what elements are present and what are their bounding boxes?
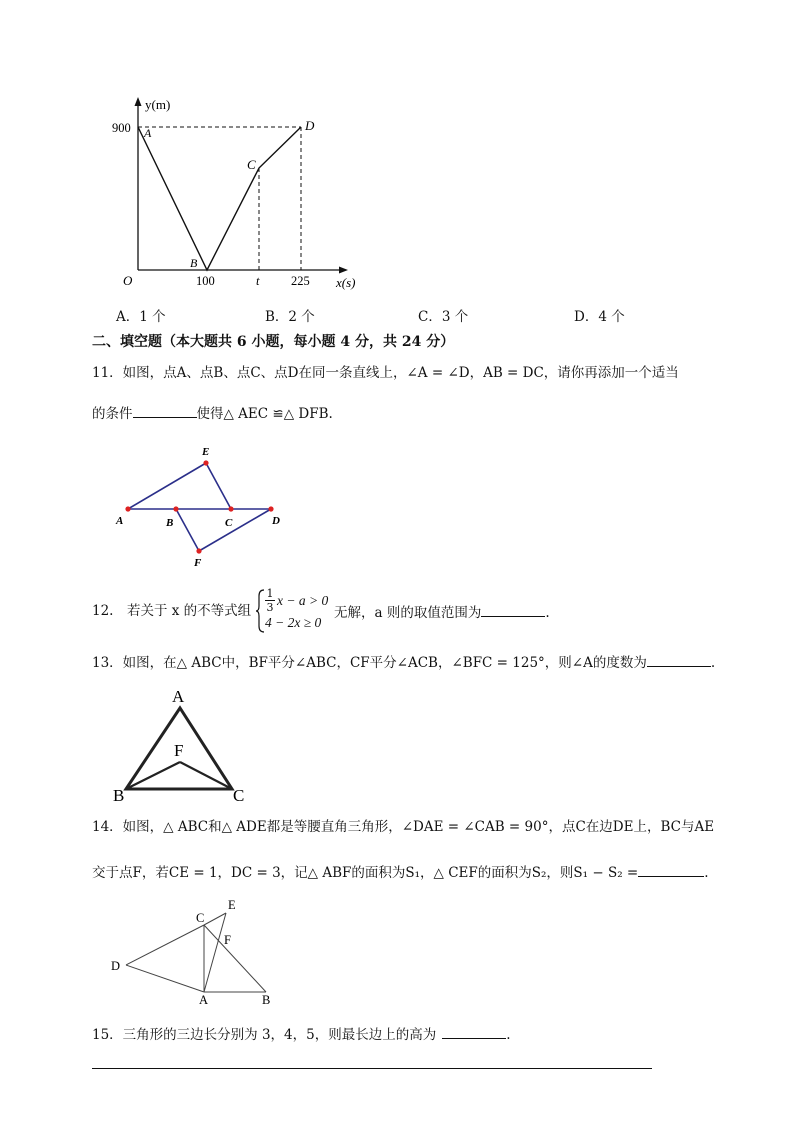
label-b-14: B: [262, 993, 271, 1007]
q14-end: .: [704, 865, 709, 881]
q14-figure: [106, 893, 286, 1011]
q12-row1: x − a > 0: [277, 593, 329, 608]
q15-end: .: [506, 1027, 511, 1043]
label-c-14: C: [196, 911, 205, 925]
q11-line2-post: 使得△ AEC ≌△ DFB.: [196, 406, 333, 422]
label-a: A: [116, 515, 124, 527]
q12-post-text: 无解，a 则的取值范围为: [334, 605, 482, 621]
q11-line2: [92, 403, 333, 423]
distance-time-graph: [110, 92, 370, 292]
segment-ae: [128, 463, 206, 509]
label-f-13: F: [174, 741, 184, 760]
q12-post: [334, 602, 550, 622]
label-f-14: F: [224, 933, 231, 947]
label-b-13: B: [113, 786, 125, 805]
q11-answer-blank[interactable]: [133, 403, 197, 418]
point-b: [173, 506, 178, 511]
q15-text: 15．三角形的三边长分别为 3，4，5，则最长边上的高为: [92, 1027, 437, 1043]
point-e: [203, 460, 208, 465]
x-tick-225: 225: [291, 274, 310, 288]
q11-figure: [110, 440, 300, 570]
q13-line: [92, 652, 715, 672]
frac-num: 1: [266, 587, 274, 600]
q12-end: .: [545, 605, 550, 621]
frac-den: 3: [266, 601, 274, 614]
q12-answer-blank[interactable]: [481, 602, 545, 617]
point-a: [125, 506, 130, 511]
segment-fd: [199, 509, 271, 551]
q14-answer-blank[interactable]: [638, 862, 704, 877]
q15-line: [92, 1024, 511, 1044]
x-tick-t: t: [256, 274, 260, 288]
point-d: [268, 506, 273, 511]
x-tick-100: 100: [196, 274, 215, 288]
segment-dc: [126, 925, 204, 965]
option-a[interactable]: A．1 个: [116, 309, 166, 325]
label-a-13: A: [172, 687, 185, 706]
q15-answer-blank[interactable]: [442, 1024, 506, 1039]
y-axis-arrow: [135, 97, 142, 106]
label-d-14: D: [111, 959, 121, 973]
q13-answer-blank[interactable]: [647, 652, 711, 667]
label-a-14: A: [199, 993, 209, 1007]
label-c-13: C: [233, 786, 245, 805]
q13-text: 13．如图，在△ ABC中，BF平分∠ABC，CF平分∠ACB，∠BFC = 125°，则∠A的度数为: [92, 655, 647, 671]
option-b[interactable]: B．2 个: [265, 309, 315, 325]
point-c: [228, 506, 233, 511]
x-axis-label: x(s): [336, 275, 356, 290]
q12-row2: 4 − 2x ≥ 0: [265, 615, 322, 630]
bottom-divider: [92, 1068, 652, 1069]
frac-1-3: [265, 588, 275, 613]
graph-polyline: [138, 127, 301, 270]
option-d[interactable]: D．4 个: [574, 309, 625, 325]
y-axis-label: y(m): [145, 97, 171, 112]
q11-line1: 11．如图，点A、点B、点C、点D在同一条直线上，∠A = ∠D，AB = DC，请你再添加一个适当: [92, 365, 679, 381]
q14-line1: 14．如图，△ ABC和△ ADE都是等腰直角三角形，∠DAE = ∠CAB = 90°，点C在边DE上，BC与AE: [92, 819, 715, 835]
point-a-label: A: [144, 126, 152, 140]
point-f: [196, 548, 201, 553]
y-tick-900: 900: [112, 121, 131, 135]
q12-pre: 12. 若关于 x 的不等式组: [92, 603, 252, 619]
q13-figure: [108, 684, 258, 806]
option-c[interactable]: C．3 个: [418, 309, 469, 325]
segment-da: [126, 965, 204, 992]
segment-bf: [176, 509, 199, 551]
label-b: B: [166, 517, 174, 529]
q13-end: .: [710, 655, 716, 671]
section-title: 二、填空题（本大题共 6 小题，每小题 4 分，共 24 分）: [92, 334, 455, 350]
point-b-label: B: [190, 256, 198, 270]
label-e-14: E: [228, 898, 236, 912]
label-f: F: [194, 557, 202, 569]
label-c: C: [225, 517, 233, 529]
segment-ae: [204, 913, 226, 992]
segment-ec: [206, 463, 231, 509]
q11-line2-pre: 的条件: [92, 406, 133, 422]
q14-line2-text: 交于点F，若CE = 1，DC = 3，记△ ABF的面积为S₁，△ CEF的面积为S₂，则S₁ − S₂ =: [92, 865, 639, 881]
x-axis-arrow: [339, 267, 348, 274]
point-d-label: D: [305, 118, 315, 133]
label-e: E: [202, 446, 210, 458]
q12-line: [92, 602, 251, 620]
label-d: D: [272, 515, 280, 527]
origin-label: O: [123, 273, 133, 288]
point-c-label: C: [247, 157, 256, 172]
q14-line2: [92, 862, 709, 882]
